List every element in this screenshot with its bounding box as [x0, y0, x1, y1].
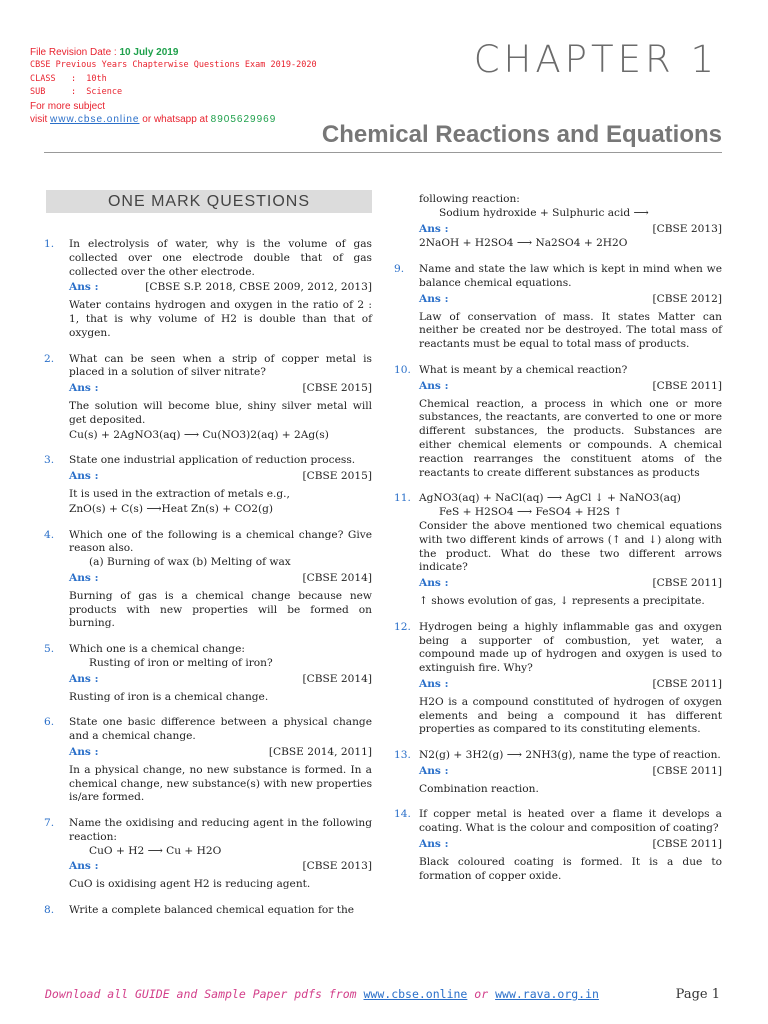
answer-text: Rusting of iron is a chemical change.	[69, 690, 269, 703]
source-ref: [CBSE 2013]	[302, 860, 372, 873]
header-info	[30, 46, 317, 126]
left-column	[44, 238, 372, 930]
answer-text: It is used in the extraction of metals e.g.,	[69, 487, 290, 500]
answer-label: Ans :	[69, 745, 99, 758]
equation: Cu(s) + 2AgNO3(aq) ⟶ Cu(NO3)2(aq) + 2Ag(s)	[69, 428, 329, 441]
answer-label: Ans :	[69, 860, 99, 873]
question-number: 9.	[394, 263, 405, 276]
question-number: 11.	[394, 492, 411, 505]
question-number: 2.	[44, 352, 55, 365]
answer-text: Chemical reaction, a process in which one or more substances, the reactants, are converted to one or more different substances, the products. Substances are either chemical elements or compounds. A chemical reaction rearranges the constituent atoms of the reactants to create different substances as products	[419, 397, 722, 479]
answer-row	[69, 746, 372, 760]
answer-label: Ans :	[419, 292, 449, 305]
question-item	[394, 364, 722, 480]
question-item	[44, 904, 372, 918]
question-number: 7.	[44, 817, 55, 830]
question-continuation	[394, 193, 722, 251]
answer-text: The solution will become blue, shiny silver metal will get deposited.	[69, 399, 372, 426]
answer-text: H2O is a compound constituted of hydrogen of oxygen elements and being a compound it has different properties as compared to its constituting elements.	[419, 695, 722, 736]
source-ref: [CBSE 2015]	[302, 382, 372, 395]
question-item	[394, 263, 722, 352]
source-ref: [CBSE 2011]	[652, 764, 722, 777]
footer-link-rava[interactable]: www.rava.org.in	[495, 987, 599, 1001]
answer-row	[419, 223, 722, 237]
answer-text: In a physical change, no new substance is formed. In a chemical change, new substance(s) with new properties is/are formed.	[69, 763, 372, 804]
question-text: What is meant by a chemical reaction?	[419, 363, 628, 376]
chapter-heading: CHAPTER 1	[473, 38, 718, 81]
question-item	[44, 238, 372, 341]
footer-link-cbse[interactable]: www.cbse.online	[363, 987, 468, 1001]
question-subtext: Rusting of iron or melting of iron?	[89, 656, 273, 669]
answer-label: Ans :	[69, 382, 99, 395]
series-line: CBSE Previous Years Chapterwise Questions Exam 2019-2020	[30, 60, 317, 71]
answer-label: Ans :	[69, 470, 99, 483]
answer-text: Black coloured coating is formed. It is a due to formation of copper oxide.	[419, 855, 722, 882]
answer-label: Ans :	[419, 838, 449, 851]
question-text: N2(g) + 3H2(g) ⟶ 2NH3(g), name the type of reaction.	[419, 749, 721, 762]
source-ref: [CBSE S.P. 2018, CBSE 2009, 2012, 2013]	[145, 281, 372, 294]
answer-label: Ans :	[419, 222, 449, 235]
source-ref: [CBSE 2011]	[652, 577, 722, 590]
footer-note: Download all GUIDE and Sample Paper pdfs from www.cbse.online or www.rava.org.in	[45, 987, 599, 1001]
question-text: State one industrial application of reduction process.	[69, 454, 356, 467]
question-item	[44, 353, 372, 443]
answer-text: Law of conservation of mass. It states Matter can neither be created nor be destroyed. The total mass of reactants must be equal to total mass of products.	[419, 310, 722, 351]
header-divider	[44, 152, 722, 153]
source-ref: [CBSE 2011]	[652, 677, 722, 690]
question-item	[394, 808, 722, 883]
answer-text: Water contains hydrogen and oxygen in the ratio of 2 : 1, that is why volume of H2 is double than that of oxygen.	[69, 299, 372, 339]
answer-text: Burning of gas is a chemical change because new products with new properties will be formed on burning.	[69, 589, 372, 630]
question-text: If copper metal is heated over a flame it develops a coating. What is the colour and composition of coating?	[419, 808, 722, 835]
answer-row	[419, 577, 722, 591]
answer-text: CuO is oxidising agent H2 is reducing agent.	[69, 878, 311, 891]
question-number: 6.	[44, 716, 55, 729]
answer-text: Combination reaction.	[419, 782, 539, 795]
answer-row	[69, 673, 372, 687]
question-subtext: FeS + H2SO4 ⟶ FeSO4 + H2S ↑	[439, 506, 623, 519]
source-ref: [CBSE 2015]	[302, 470, 372, 483]
source-ref: [CBSE 2012]	[652, 292, 722, 305]
answer-row	[69, 281, 372, 295]
question-text: State one basic difference between a physical change and a chemical change.	[69, 716, 372, 743]
sub-line: SUB : Science	[30, 87, 123, 98]
question-text: Write a complete balanced chemical equation for the	[69, 904, 355, 917]
question-item	[394, 749, 722, 796]
answer-row	[69, 470, 372, 484]
question-text: AgNO3(aq) + NaCl(aq) ⟶ AgCl ↓ + NaNO3(aq)	[419, 492, 681, 505]
question-number: 12.	[394, 620, 411, 633]
source-ref: [CBSE 2014]	[302, 571, 372, 584]
question-text: In electrolysis of water, why is the volume of gas collected over one electrode double that of gas collected over the other electrode.	[69, 238, 372, 278]
source-ref: [CBSE 2011]	[652, 838, 722, 851]
visit-line: visit www.cbse.online or whatsapp at 8905629969	[30, 114, 277, 126]
answer-label: Ans :	[419, 577, 449, 590]
phone-number: 8905629969	[210, 114, 277, 126]
question-subtext: CuO + H2 ⟶ Cu + H2O	[89, 844, 222, 857]
site-link[interactable]: www.cbse.online	[50, 114, 140, 126]
answer-row	[69, 860, 372, 874]
page-number: Page 1	[675, 987, 720, 1002]
question-number: 4.	[44, 528, 55, 541]
answer-row	[419, 380, 722, 394]
answer-row	[419, 765, 722, 779]
revision-line: File Revision Date : 10 July 2019	[30, 47, 179, 58]
question-item	[44, 529, 372, 632]
question-item	[44, 716, 372, 805]
answer-label: Ans :	[419, 379, 449, 392]
class-line: CLASS : 10th	[30, 73, 107, 84]
answer-label: Ans :	[69, 672, 99, 685]
question-number: 1.	[44, 238, 55, 250]
question-text: Name and state the law which is kept in mind when we balance chemical equations.	[419, 263, 722, 289]
question-text: Which one of the following is a chemical change? Give reason also.	[69, 528, 372, 555]
chapter-title: Chemical Reactions and Equations	[321, 121, 722, 148]
question-number: 8.	[44, 904, 55, 917]
answer-row	[69, 382, 372, 396]
answer-row	[419, 293, 722, 307]
answer-row	[69, 572, 372, 586]
more-line: For more subject	[30, 100, 106, 112]
question-subtext: (a) Burning of wax (b) Melting of wax	[89, 556, 291, 569]
answer-row	[419, 838, 722, 852]
question-subtext: Consider the above mentioned two chemical equations with two different kinds of arrows (↑ and ↓) along with the product. What do these two different arrows indicate?	[419, 519, 722, 574]
question-item	[394, 492, 722, 608]
answer-text: ↑ shows evolution of gas, ↓ represents a precipitate.	[419, 594, 705, 607]
question-number: 5.	[44, 643, 55, 656]
answer-label: Ans :	[419, 764, 449, 777]
source-ref: [CBSE 2011]	[652, 379, 722, 392]
question-item	[394, 621, 722, 737]
section-title: ONE MARK QUESTIONS	[46, 190, 372, 213]
question-item	[44, 454, 372, 516]
question-item	[44, 817, 372, 892]
source-ref: [CBSE 2013]	[652, 222, 722, 235]
source-ref: [CBSE 2014]	[302, 672, 372, 685]
equation: ZnO(s) + C(s) ⟶Heat Zn(s) + CO2(g)	[69, 502, 274, 515]
question-text: Name the oxidising and reducing agent in the following reaction:	[69, 817, 372, 843]
right-column	[394, 193, 722, 895]
question-text: What can be seen when a strip of copper metal is placed in a solution of silver nitrate?	[69, 352, 372, 379]
question-number: 13.	[394, 749, 411, 762]
answer-label: Ans :	[419, 677, 449, 690]
question-number: 3.	[44, 454, 55, 467]
answer-row	[419, 678, 722, 692]
question-text: following reaction:	[419, 193, 520, 205]
equation: 2NaOH + H2SO4 ⟶ Na2SO4 + 2H2O	[419, 237, 628, 250]
question-text: Hydrogen being a highly inflammable gas and oxygen being a supporter of combustion, yet water, a compound made up of hydrogen and oxygen is used to extinguish fire. Why?	[419, 620, 722, 675]
question-number: 10.	[394, 363, 411, 376]
answer-label: Ans :	[69, 571, 99, 584]
question-text: Which one is a chemical change:	[69, 643, 245, 656]
revision-date: 10 July 2019	[119, 47, 179, 58]
source-ref: [CBSE 2014, 2011]	[268, 745, 372, 758]
question-number: 14.	[394, 808, 411, 821]
answer-label: Ans :	[69, 281, 99, 294]
question-item	[44, 643, 372, 704]
question-subtext: Sodium hydroxide + Sulphuric acid ⟶	[439, 206, 649, 219]
